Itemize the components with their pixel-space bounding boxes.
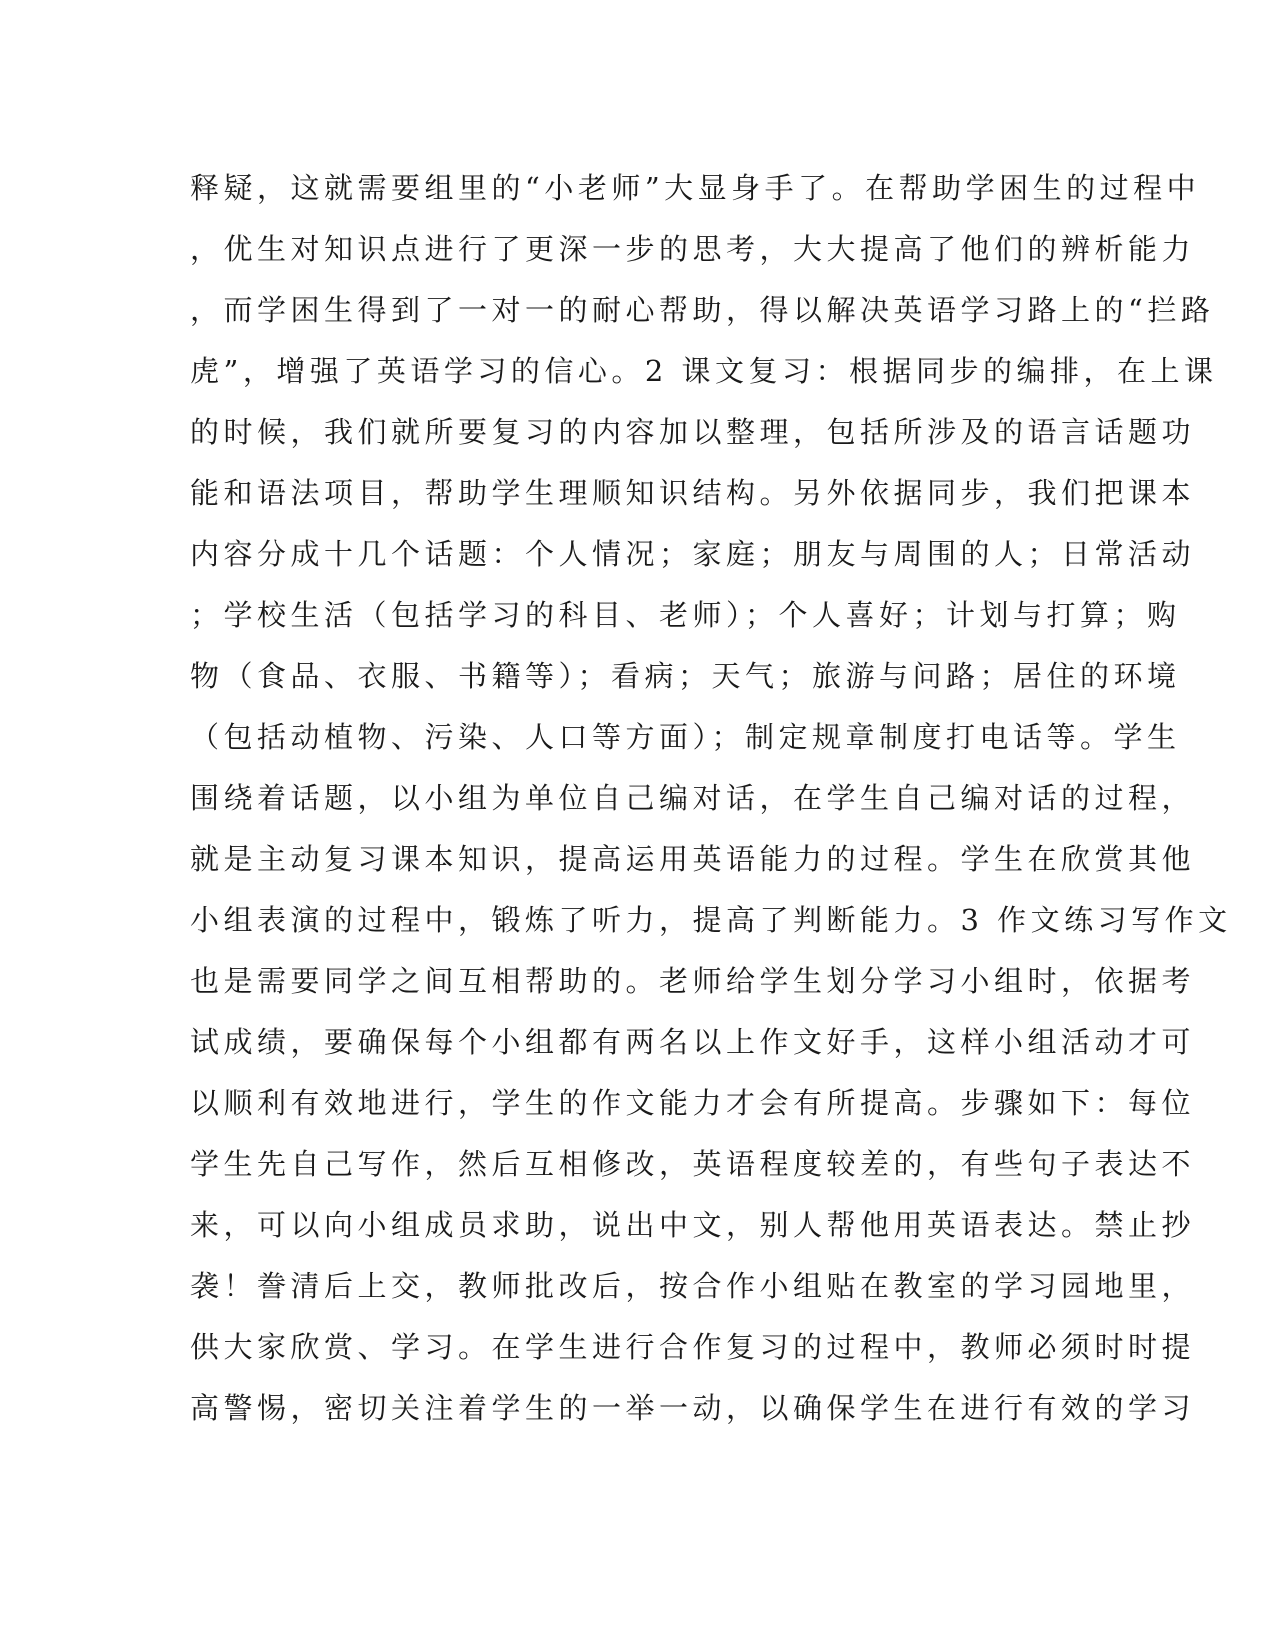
text-line: 试成绩，要确保每个小组都有两名以上作文好手，这样小组活动才可 [190,1025,1196,1059]
text-line: 也是需要同学之间互相帮助的。老师给学生划分学习小组时，依据考 [190,964,1196,998]
text-line: 小组表演的过程中，锻炼了听力，提高了判断能力。3 作文练习写作文 [190,903,1232,937]
text-line: 内容分成十几个话题：个人情况；家庭；朋友与周围的人；日常活动 [190,537,1196,571]
text-line: 供大家欣赏、学习。在学生进行合作复习的过程中，教师必须时时提 [190,1330,1196,1364]
text-line: 的时候，我们就所要复习的内容加以整理，包括所涉及的语言话题功 [190,415,1196,449]
text-line: 袭！誊清后上交，教师批改后，按合作小组贴在教室的学习园地里， [190,1269,1196,1303]
text-line: ，而学困生得到了一对一的耐心帮助，得以解决英语学习路上的“拦路 [190,293,1215,327]
text-line: 围绕着话题，以小组为单位自己编对话，在学生自己编对话的过程， [190,781,1196,815]
text-line: 就是主动复习课本知识，提高运用英语能力的过程。学生在欣赏其他 [190,842,1196,876]
text-line: 以顺利有效地进行，学生的作文能力才会有所提高。步骤如下：每位 [190,1086,1196,1120]
text-line: ；学校生活（包括学习的科目、老师）；个人喜好；计划与打算；购 [190,598,1181,632]
text-line: 虎”，增强了英语学习的信心。2 课文复习：根据同步的编排，在上课 [190,354,1218,388]
text-line: 高警惕，密切关注着学生的一举一动，以确保学生在进行有效的学习 [190,1391,1196,1425]
text-line: 能和语法项目，帮助学生理顺知识结构。另外依据同步，我们把课本 [190,476,1196,510]
text-line: （包括动植物、污染、人口等方面）；制定规章制度打电话等。学生 [190,720,1181,754]
text-line: 来，可以向小组成员求助，说出中文，别人帮他用英语表达。禁止抄 [190,1208,1196,1242]
text-line: 释疑，这就需要组里的“小老师”大显身手了。在帮助学困生的过程中 [190,171,1201,205]
text-line: 学生先自己写作，然后互相修改，英语程度较差的，有些句子表达不 [190,1147,1196,1181]
text-line: ，优生对知识点进行了更深一步的思考，大大提高了他们的辨析能力 [190,232,1196,266]
body-text [190,158,1232,1439]
text-line: 物（食品、衣服、书籍等）；看病；天气；旅游与问路；居住的环境 [190,659,1181,693]
